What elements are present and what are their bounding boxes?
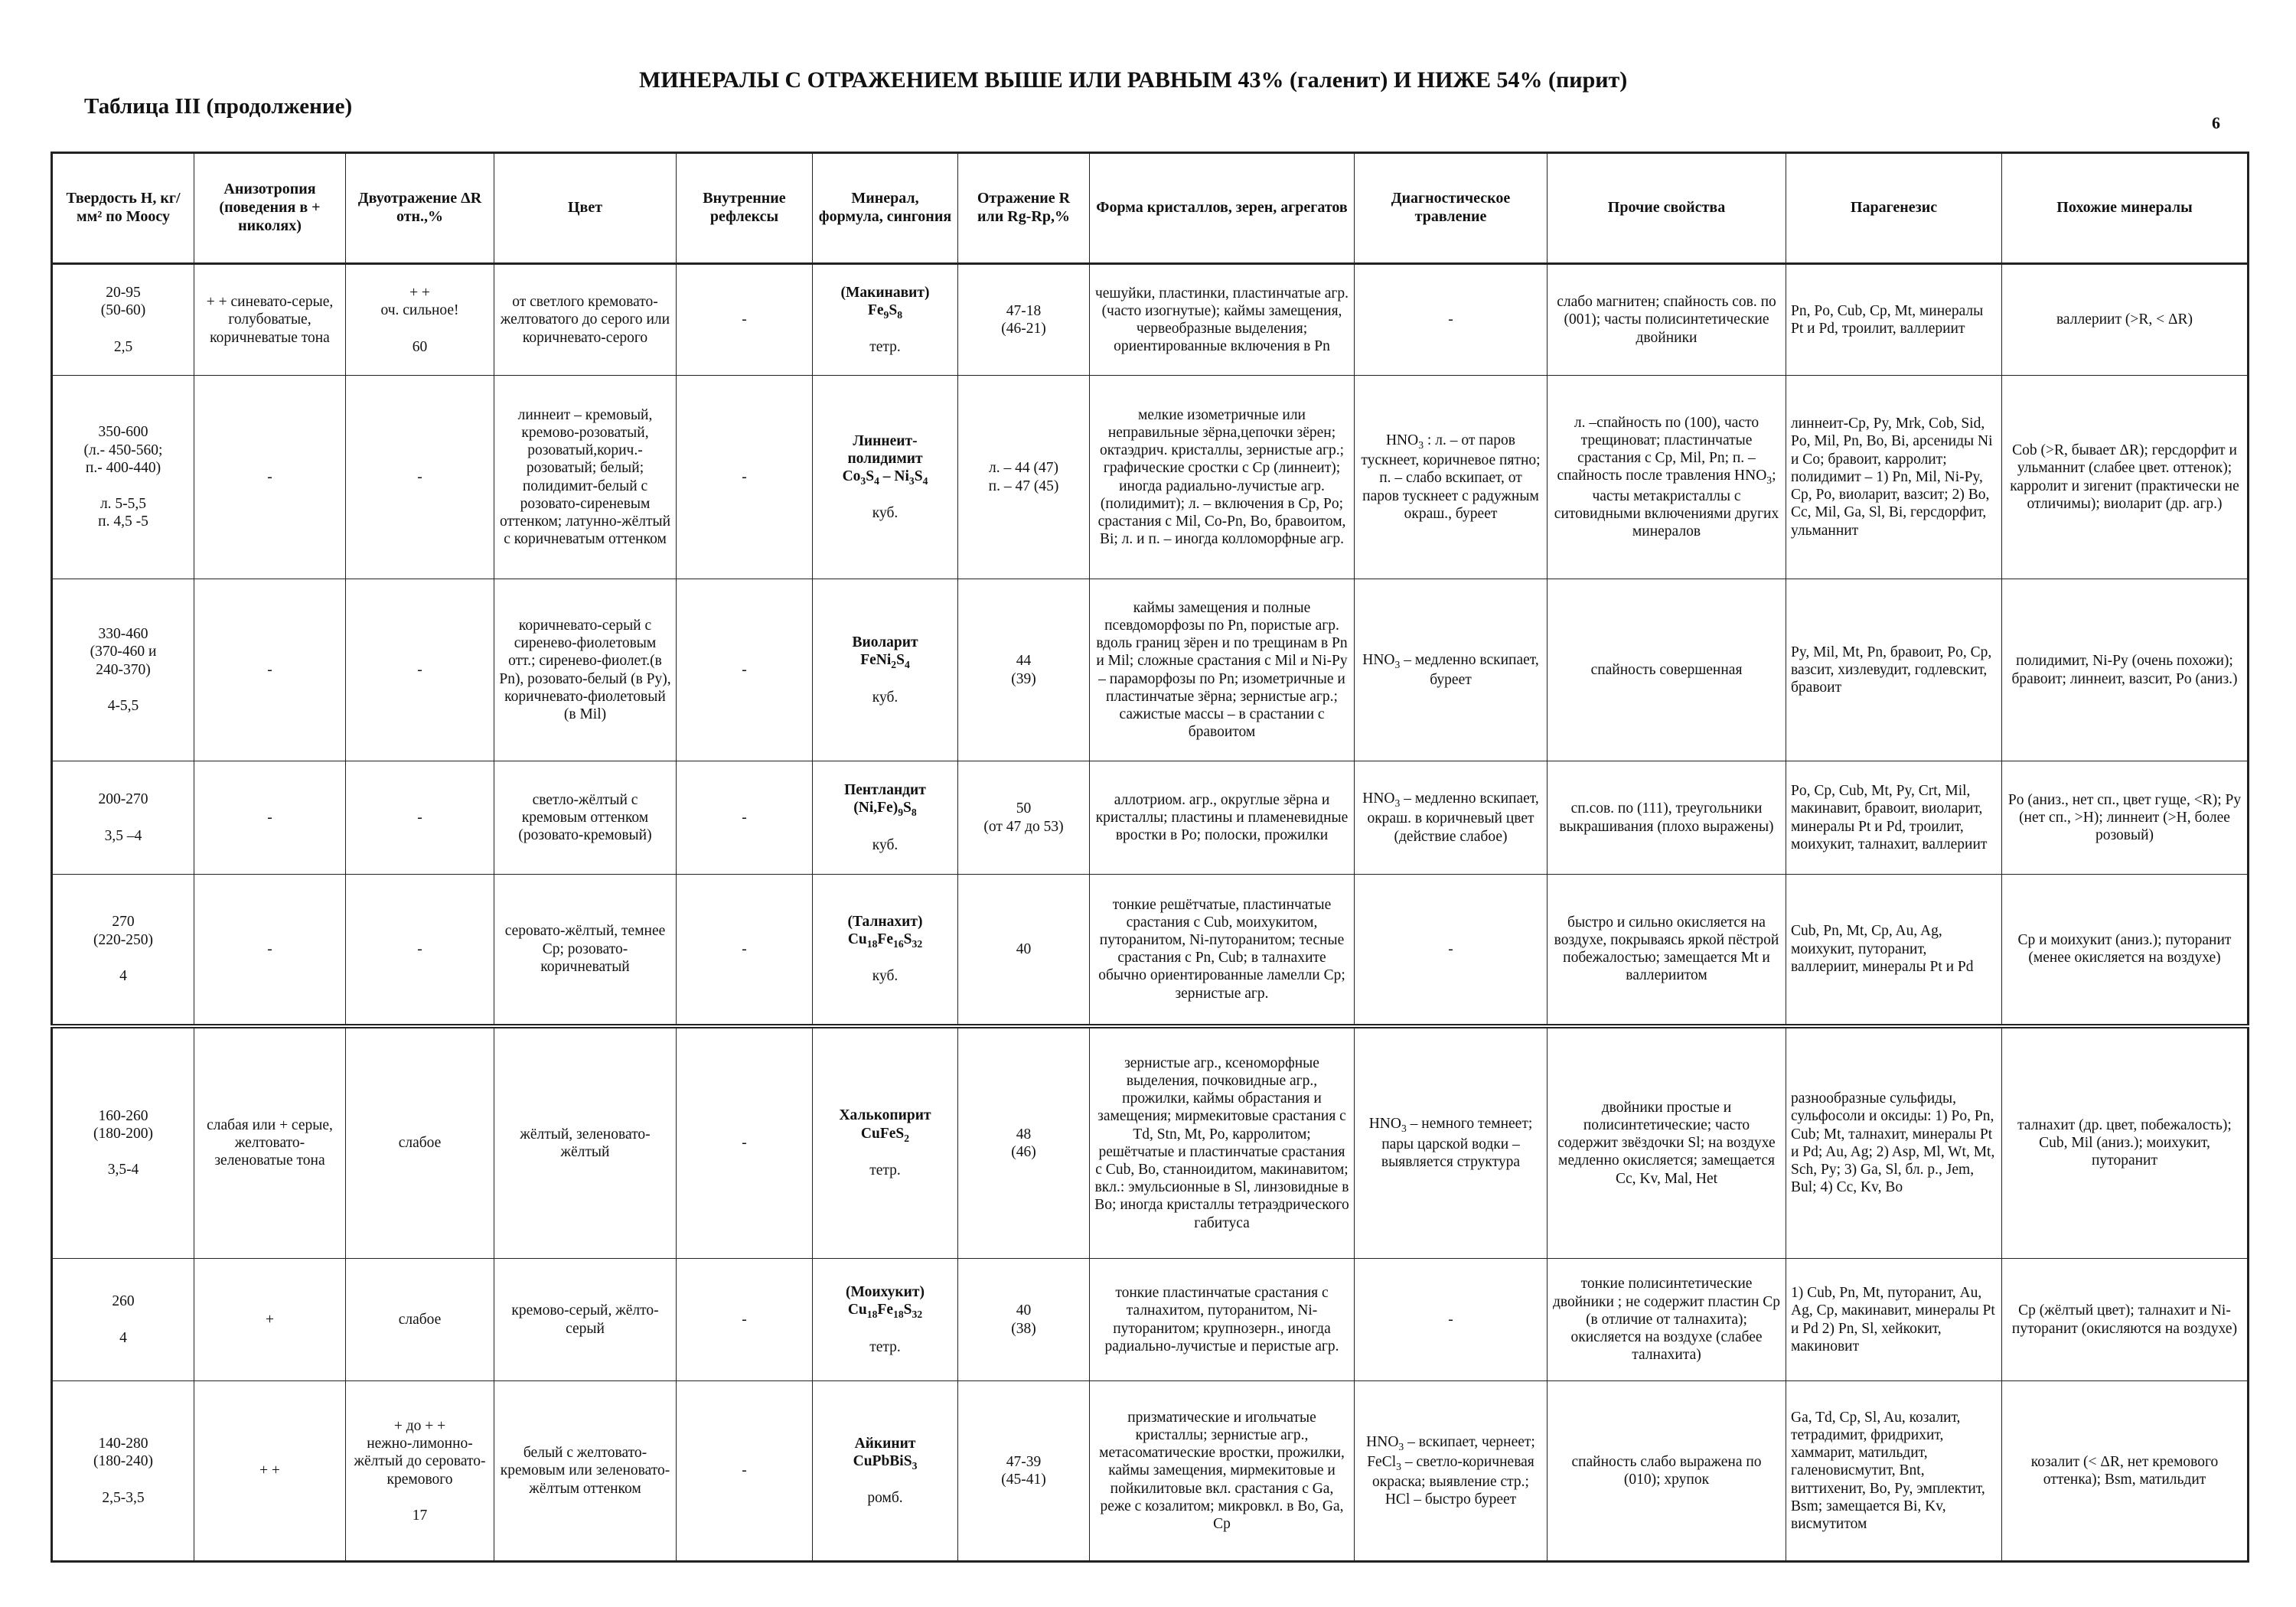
table-row: [52, 264, 2249, 376]
cell-line: 60: [412, 338, 428, 355]
table-caption: Таблица III (продолжение): [84, 94, 353, 119]
mineral-syngony: тетр.: [869, 1338, 901, 1355]
cell-line: 48: [1016, 1126, 1032, 1143]
cell-line: 330-460: [98, 626, 148, 643]
cell-line: (370-460 и: [90, 644, 157, 660]
mineral-cell: [813, 376, 958, 579]
cell-line: 270: [112, 914, 135, 931]
cell-line: + до + +: [393, 1417, 446, 1434]
table-row: [52, 1259, 2249, 1381]
column-header: Внутренние рефлексы: [677, 153, 813, 264]
hardness-cell: [52, 1259, 194, 1381]
similar-minerals-cell: Cob (>R, бывает ΔR); герсдорфит и ульманнит (слабее цвет. оттенок); карролит и зигенит (практически не отличимы); виоларит (др. агр.): [2002, 376, 2249, 579]
etching-cell: $HNO_3$ – медленно вскипает, буреет: [1355, 579, 1548, 761]
anisotropy-cell: + +: [194, 1381, 346, 1562]
paragenesis-cell: 1) Cub, Pn, Mt, путоранит, Au, Ag, Cp, макинавит, минералы Pt и Pd 2) Pn, Sl, хейкокит, макиновит: [1786, 1259, 2002, 1381]
similar-minerals-cell: полидимит, Ni-Py (очень похожи); бравоит; линнеит, вазсит, Po (аниз.): [2002, 579, 2249, 761]
other-props-cell: быстро и сильно окисляется на воздухе, покрываясь яркой пёстрой побежалостью; замещается Mt и валлериитом: [1548, 875, 1786, 1026]
cell-line: 44: [1016, 653, 1032, 670]
mineral-formula: $FeNi_2S_4$: [860, 652, 910, 671]
mineral-syngony: куб.: [872, 836, 899, 853]
cell-line: 260: [112, 1293, 135, 1310]
cell-line: 4: [119, 967, 127, 984]
mineral-name: Пентландит: [844, 782, 926, 799]
anisotropy-cell: -: [194, 875, 346, 1026]
mineral-cell: [813, 875, 958, 1026]
mineral-formula: $Cu_{18}Fe_{16}S_{32}$: [847, 931, 923, 950]
table-row: [52, 1026, 2249, 1259]
mineral-cell: [813, 1026, 958, 1259]
internal-reflex-cell: -: [677, 264, 813, 376]
cell-line: 4-5,5: [107, 697, 139, 714]
paragenesis-cell: Cub, Pn, Mt, Cp, Au, Ag, моихукит, путоранит, валлериит, минералы Pt и Pd: [1786, 875, 2002, 1026]
form-cell: мелкие изометричные или неправильные зёрна,цепочки зёрен; октаэдрич. кристаллы, зернистые агр.; графические сростки с Cp (линнеит); иногда радиально-лучистые агр. (полидимит); л. – включения в Cp, Po; срастания с Mil, Co-Pn, Bo, бравоитом, Bi; л. и п. – иногда колломорфные агр.: [1090, 376, 1355, 579]
table-row: [52, 875, 2249, 1026]
paragenesis-cell: Po, Cp, Cub, Mt, Py, Crt, Mil, макинавит, бравоит, виоларит, минералы Pt и Pd, троилит, моихукит, талнахит, валлериит: [1786, 761, 2002, 875]
cell-line: 17: [412, 1507, 428, 1524]
similar-minerals-cell: валлериит (>R, < ΔR): [2002, 264, 2249, 376]
paragenesis-cell: Pn, Po, Cub, Cp, Mt, минералы Pt и Pd, троилит, валлериит: [1786, 264, 2002, 376]
form-cell: тонкие пластинчатые срастания с талнахитом, путоранитом, Ni-путоранитом; крупнозерн., иногда радиально-лучистые и перистые агр.: [1090, 1259, 1355, 1381]
other-props-cell: спайность слабо выражена по (010); хрупок: [1548, 1381, 1786, 1562]
cell-line: п. – 47 (45): [988, 478, 1059, 494]
column-header: Диагностическое травление: [1355, 153, 1548, 264]
mineral-syngony: куб.: [872, 689, 899, 706]
mineral-name: (Талнахит): [847, 913, 923, 930]
cell-line: [57, 1471, 189, 1489]
cell-line: (л.- 450-560;: [83, 442, 163, 458]
cell-line: 20-95: [106, 285, 141, 302]
paragenesis-cell: разнообразные сульфиды, сульфосоли и оксиды: 1) Po, Pn, Cub; Mt, талнахит, минералы Pt и Pd; Au, Ag; 2) Asp, Ml, Wt, Mt, Sch, Py; 3) Ga, Sl, бл. р., Jem, Bul; 4) Cc, Kv, Bo: [1786, 1026, 2002, 1259]
cell-line: [57, 320, 189, 338]
similar-minerals-cell: Cp и моихукит (аниз.); путоранит (менее окисляется на воздухе): [2002, 875, 2249, 1026]
reflectance-cell: [958, 1259, 1090, 1381]
color-cell: линнеит – кремовый, кремово-розоватый, розоватый,корич.-розоватый; белый; полидимит-белый с розовато-сиреневым оттенком; латунно-жёлтый с коричневатым оттенком: [494, 376, 677, 579]
mineral-syngony: куб.: [872, 505, 899, 522]
cell-line: (45-41): [1001, 1472, 1046, 1488]
cell-line: 2,5: [113, 338, 133, 355]
cell-line: [57, 949, 189, 967]
cell-line: 240-370): [96, 661, 151, 678]
form-cell: чешуйки, пластинки, пластинчатые агр. (часто изогнутые); каймы замещения, червеобразные выделения; ориентированные включения в Pn: [1090, 264, 1355, 376]
mineral-syngony: тетр.: [869, 1162, 901, 1178]
mineral-formula: $Co_3S_4 - Ni_3S_4$: [842, 468, 928, 487]
table-row: [52, 579, 2249, 761]
mineral-name: (Макинавит): [840, 284, 930, 301]
similar-minerals-cell: козалит (< ΔR, нет кремового оттенка); Bsm, матильдит: [2002, 1381, 2249, 1562]
mineral-name: Линнеит-полидимит: [847, 432, 923, 467]
other-props-cell: тонкие полисинтетические двойники ; не содержит пластин Cp (в отличие от талнахита); окисляется на воздухе (слабее талнахита): [1548, 1259, 1786, 1381]
color-cell: от светлого кремовато-желтоватого до серого или коричневато-серого: [494, 264, 677, 376]
birefl-cell: [346, 1259, 494, 1381]
mineral-syngony: ромб.: [867, 1490, 903, 1507]
color-cell: светло-жёлтый с кремовым оттенком (розовато-кремовый): [494, 761, 677, 875]
cell-line: 350-600: [98, 424, 148, 441]
column-header: Анизотропия (поведения в + николях): [194, 153, 346, 264]
cell-line: 3,5-4: [107, 1162, 139, 1178]
cell-line: 2,5-3,5: [102, 1489, 145, 1506]
mineral-name: Халькопирит: [839, 1107, 931, 1124]
cell-line: (220-250): [93, 931, 153, 948]
cell-line: л. 5-5,5: [99, 496, 147, 513]
table-header-row: [52, 153, 2249, 264]
cell-line: 160-260: [98, 1107, 148, 1124]
cell-line: (от 47 до 53): [983, 818, 1064, 835]
cell-line: 50: [1016, 800, 1032, 817]
cell-line: л. – 44 (47): [989, 460, 1058, 477]
mineral-name: Виоларит: [852, 634, 918, 651]
mineral-formula: CuFeS$_2$: [860, 1125, 910, 1144]
reflectance-cell: [958, 579, 1090, 761]
internal-reflex-cell: -: [677, 875, 813, 1026]
color-cell: кремово-серый, жёлто-серый: [494, 1259, 677, 1381]
birefl-cell: [346, 1026, 494, 1259]
internal-reflex-cell: -: [677, 761, 813, 875]
other-props-cell: сп.сов. по (111), треугольники выкрашивания (плохо выражены): [1548, 761, 1786, 875]
etching-cell: $HNO_3$ – вскипает, чернеет; FeCl$_3$ – светло-коричневая окраска; выявление стр.; HCl – быстро буреет: [1355, 1381, 1548, 1562]
cell-line: -: [417, 940, 422, 957]
cell-line: (46): [1011, 1143, 1036, 1160]
cell-line: 200-270: [98, 791, 148, 808]
mineral-formula: CuPbBiS$_3$: [853, 1452, 918, 1472]
other-props-cell: двойники простые и полисинтетические; часто содержит звёздочки Sl; на воздухе медленно окисляется; замещается Cc, Kv, Mal, Het: [1548, 1026, 1786, 1259]
table-row: [52, 376, 2249, 579]
table-row: [52, 761, 2249, 875]
mineral-syngony: куб.: [872, 968, 899, 985]
internal-reflex-cell: -: [677, 376, 813, 579]
form-cell: тонкие решётчатые, пластинчатые срастания с Cub, моихукитом, путоранитом, Ni-путоранитом; тесные срастания с Pn, Cub; в талнахите обычно ориентированные ламелли Cp; зернистые агр.: [1090, 875, 1355, 1026]
reflectance-cell: [958, 875, 1090, 1026]
mineral-formula: $Cu_{18}Fe_{18}S_{32}$: [847, 1302, 923, 1321]
etching-cell: $HNO_3$ – медленно вскипает, окраш. в коричневый цвет (действие слабое): [1355, 761, 1548, 875]
cell-line: -: [417, 809, 422, 826]
cell-line: -: [417, 468, 422, 485]
reflectance-cell: [958, 1381, 1090, 1562]
cell-line: (180-200): [93, 1126, 153, 1143]
similar-minerals-cell: Po (аниз., нет сп., цвет гуще, <R); Py (нет сп., >H); линнеит (>H, более розовый): [2002, 761, 2249, 875]
cell-line: п.- 400-440): [85, 459, 161, 476]
anisotropy-cell: слабая или + серые, желтовато-зеленоватые тона: [194, 1026, 346, 1259]
etching-cell: -: [1355, 875, 1548, 1026]
hardness-cell: [52, 1381, 194, 1562]
cell-line: 140-280: [98, 1436, 148, 1452]
birefl-cell: [346, 264, 494, 376]
internal-reflex-cell: -: [677, 1026, 813, 1259]
cell-line: [351, 320, 489, 338]
hardness-cell: [52, 376, 194, 579]
internal-reflex-cell: -: [677, 579, 813, 761]
column-header: Отражение R или Rg-Rp,%: [958, 153, 1090, 264]
mineral-cell: [813, 761, 958, 875]
cell-line: нежно-лимонно-жёлтый до серовато-кремового: [354, 1436, 486, 1488]
form-cell: призматические и игольчатые кристаллы; зернистые агр., метасоматические вростки, прожилки, каймы замещения, мирмекитовые и пойкилитовые вкл. срастания с Ga, реже с козалитом; микровкл. в Bo, Ga, Cp: [1090, 1381, 1355, 1562]
reflectance-cell: [958, 264, 1090, 376]
anisotropy-cell: +: [194, 1259, 346, 1381]
form-cell: каймы замещения и полные псевдоморфозы по Pn, пористые агр. вдоль границ зёрен и по трещинам в Pn и Mil; сложные срастания с Mil и Ni-Py – параморфозы по Pn; изометричные и пластинчатые зёрна; зернистые агр.; сажистые массы – в срастании с бравоитом: [1090, 579, 1355, 761]
cell-line: [57, 679, 189, 697]
reflectance-cell: [958, 376, 1090, 579]
minerals-table: [51, 152, 2249, 1563]
cell-line: (50-60): [100, 302, 146, 319]
color-cell: белый с желтовато-кремовым или зеленовато-жёлтым оттенком: [494, 1381, 677, 1562]
mineral-name: Айкинит: [854, 1435, 916, 1452]
etching-cell: -: [1355, 1259, 1548, 1381]
form-cell: аллотриом. агр., округлые зёрна и кристаллы; пластины и пламеневидные вростки в Po; полоски, прожилки: [1090, 761, 1355, 875]
reflectance-cell: [958, 761, 1090, 875]
other-props-cell: спайность совершенная: [1548, 579, 1786, 761]
hardness-cell: [52, 875, 194, 1026]
color-cell: жёлтый, зеленовато- жёлтый: [494, 1026, 677, 1259]
similar-minerals-cell: талнахит (др. цвет, побежалость); Cub, Mil (аниз.); моихукит, путоранит: [2002, 1026, 2249, 1259]
color-cell: коричневато-серый с сиренево-фиолетовым отт.; сиренево-фиолет.(в Pn), розовато-белый (в Py), коричневато-фиолетовый (в Mil): [494, 579, 677, 761]
birefl-cell: [346, 579, 494, 761]
anisotropy-cell: + + синевато-серые, голубоватые, коричневатые тона: [194, 264, 346, 376]
cell-line: [57, 1143, 189, 1161]
column-header: Прочие свойства: [1548, 153, 1786, 264]
table-body: [52, 264, 2249, 1562]
birefl-cell: [346, 761, 494, 875]
cell-line: [57, 477, 189, 495]
mineral-cell: [813, 264, 958, 376]
page-title: МИНЕРАЛЫ С ОТРАЖЕНИЕМ ВЫШЕ ИЛИ РАВНЫМ 43% (галенит) И НИЖЕ 54% (пирит): [639, 67, 1628, 93]
birefl-cell: [346, 376, 494, 579]
etching-cell: $HNO_3$ : л. – от паров тускнеет, коричневое пятно; п. – слабо вскипает, от паров тускнеет с радужным окраш., буреет: [1355, 376, 1548, 579]
mineral-formula: $(Ni,Fe)_9S_8$: [853, 800, 917, 819]
internal-reflex-cell: -: [677, 1381, 813, 1562]
etching-cell: $HNO_3$ – немного темнеет; пары царской водки – выявляется структура: [1355, 1026, 1548, 1259]
mineral-syngony: тетр.: [869, 339, 901, 356]
cell-line: слабое: [398, 1311, 442, 1328]
hardness-cell: [52, 761, 194, 875]
paragenesis-cell: Py, Mil, Mt, Pn, бравоит, Po, Cp, вазсит, хизлевудит, годлевскит, бравоит: [1786, 579, 2002, 761]
mineral-cell: [813, 579, 958, 761]
form-cell: зернистые агр., ксеноморфные выделения, почковидные агр., прожилки, каймы обрастания и замещения; мирмекитовые срастания с Td, Stn, Mt, Po, карролитом; решётчатые и пластинчатые срастания с Cub, Bo, станноидитом, макинавитом; вкл.: эмульсионные в Sl, линзовидные в Bo; иногда кристаллы тетраэдрического габитуса: [1090, 1026, 1355, 1259]
other-props-cell: слабо магнитен; спайность сов. по (001); часты полисинтетические двойники: [1548, 264, 1786, 376]
internal-reflex-cell: -: [677, 1259, 813, 1381]
cell-line: 40: [1016, 940, 1032, 957]
cell-line: п. 4,5 -5: [98, 513, 148, 530]
mineral-cell: [813, 1259, 958, 1381]
hardness-cell: [52, 264, 194, 376]
anisotropy-cell: -: [194, 579, 346, 761]
column-header: Твердость H, кг/мм² по Моосу: [52, 153, 194, 264]
cell-line: [57, 809, 189, 827]
paragenesis-cell: Ga, Td, Cp, Sl, Au, козалит, тетрадимит, фридрихит, хаммарит, матильдит, галеновисмутит, Bnt, виттихенит, Bo, Py, эмплектит, Bsm; замещается Bi, Kv, висмутитом: [1786, 1381, 2002, 1562]
cell-line: (180-240): [93, 1453, 153, 1470]
hardness-cell: [52, 579, 194, 761]
mineral-name: (Моихукит): [846, 1284, 925, 1301]
cell-line: (46-21): [1001, 321, 1046, 337]
anisotropy-cell: -: [194, 761, 346, 875]
birefl-cell: [346, 875, 494, 1026]
table-row: [52, 1381, 2249, 1562]
color-cell: серовато-жёлтый, темнее Cp; розовато-коричневатый: [494, 875, 677, 1026]
cell-line: оч. сильное!: [380, 302, 459, 319]
page-number: 6: [2212, 113, 2220, 132]
cell-line: 3,5 –4: [104, 827, 142, 844]
anisotropy-cell: -: [194, 376, 346, 579]
cell-line: 4: [119, 1329, 127, 1346]
birefl-cell: [346, 1381, 494, 1562]
mineral-formula: $Fe_9S_8$: [867, 302, 903, 321]
reflectance-cell: [958, 1026, 1090, 1259]
paragenesis-cell: линнеит-Cp, Py, Mrk, Cob, Sid, Po, Mil, Pn, Bo, Bi, арсениды Ni и Co; бравоит, карролит; полидимит – 1) Pn, Mil, Ni-Py, Cp, Po, виоларит, вазсит; 2) Bo, Cc, Mil, Ga, Sl, Bi, герсдорфит, ульманнит: [1786, 376, 2002, 579]
column-header: Парагенезис: [1786, 153, 2002, 264]
similar-minerals-cell: Cp (жёлтый цвет); талнахит и Ni-путоранит (окисляются на воздухе): [2002, 1259, 2249, 1381]
column-header: Двуотражение ΔR отн.,%: [346, 153, 494, 264]
mineral-cell: [813, 1381, 958, 1562]
etching-cell: -: [1355, 264, 1548, 376]
cell-line: -: [417, 661, 422, 678]
column-header: Минерал, формула, сингония: [813, 153, 958, 264]
cell-line: 47-18: [1006, 302, 1042, 319]
column-header: Форма кристаллов, зерен, агрегатов: [1090, 153, 1355, 264]
cell-line: [57, 1311, 189, 1329]
cell-line: 40: [1016, 1302, 1032, 1319]
cell-line: 47-39: [1006, 1453, 1042, 1470]
cell-line: (39): [1011, 670, 1036, 687]
cell-line: (38): [1011, 1320, 1036, 1337]
cell-line: + +: [409, 285, 430, 302]
other-props-cell: л. –спайность по (100), часто трещиноват; пластинчатые срастания с Cp, Mil, Pn; п. – спайность после травления $HNO_3$; часты метакристаллы с ситовидными включениями других минералов: [1548, 376, 1786, 579]
column-header: Цвет: [494, 153, 677, 264]
cell-line: [351, 1488, 489, 1507]
cell-line: слабое: [398, 1135, 442, 1152]
hardness-cell: [52, 1026, 194, 1259]
column-header: Похожие минералы: [2002, 153, 2249, 264]
